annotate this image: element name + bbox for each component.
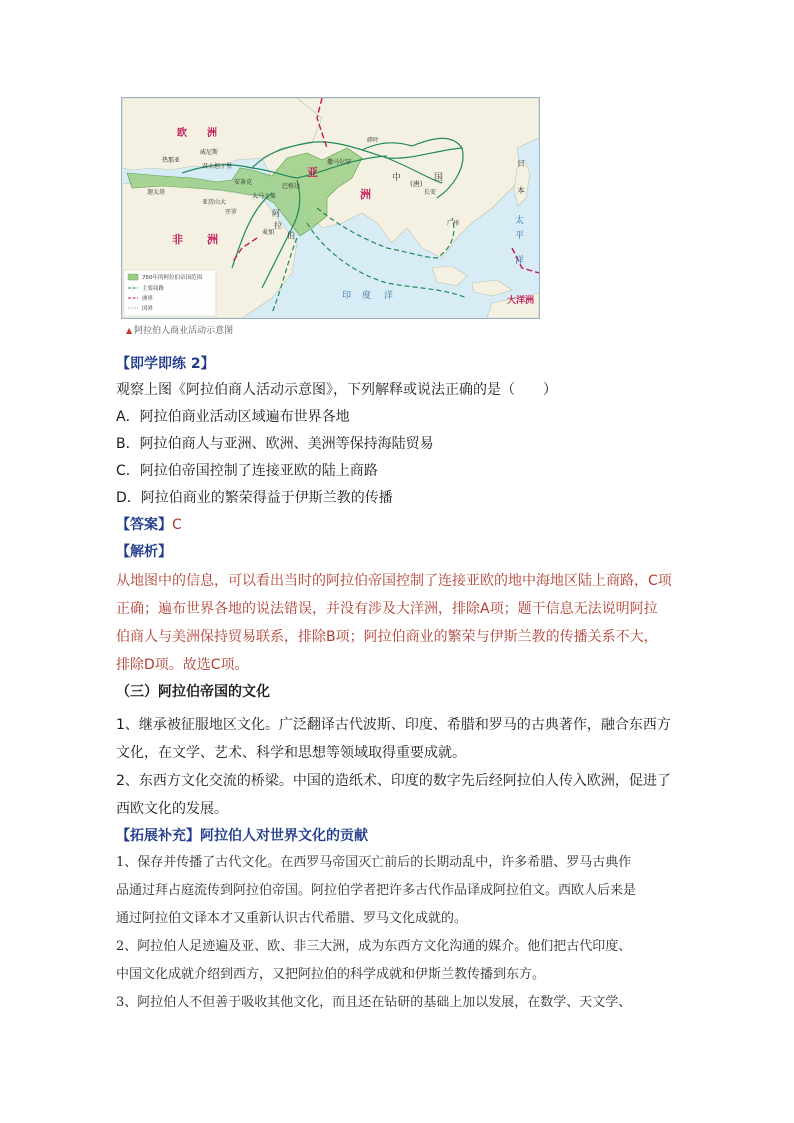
label-europe-b: 洲 xyxy=(207,128,217,139)
label-china: 中 xyxy=(392,173,402,183)
label-alexandria: 亚历山大 xyxy=(202,199,227,206)
exercise-question: 观察上图《阿拉伯商人活动示意图》，下列解释或说法正确的是（ ） xyxy=(116,382,557,398)
label-changan: 长安 xyxy=(424,189,437,196)
supplement-title: 【拓展补充】阿拉伯人对世界文化的贡献 xyxy=(116,828,368,844)
label-antioch: 安条克 xyxy=(234,179,253,186)
label-arabia-b: 拉 xyxy=(274,221,282,230)
label-damascus: 大马士革 xyxy=(252,193,277,200)
answer-label: 【答案】 xyxy=(116,517,172,533)
analysis-line-3: 伯商人与美洲保持贸易联系，排除B项；阿拉伯商业的繁荣与伊斯兰教的传播关系不大， xyxy=(116,629,658,645)
map-caption-text: 阿拉伯人商业活动示意图 xyxy=(134,326,234,336)
arab-trade-map xyxy=(121,97,540,319)
label-china-b: 国 xyxy=(434,173,444,183)
label-asia: 亚 xyxy=(307,166,318,179)
legend-route: 主要商路 xyxy=(142,286,165,292)
section-para-line-3: 2、东西方文化交流的桥梁。中国的造纸术、印度的数字先后经阿拉伯人传入欧洲，促进了 xyxy=(116,773,671,789)
map-legend xyxy=(124,270,216,316)
supplement-line-6: 3、阿拉伯人不但善于吸收其他文化，而且还在钻研的基础上加以发展，在数学、天文学、 xyxy=(116,995,632,1010)
section-para-line-4: 西欧文化的发展。 xyxy=(116,801,228,817)
label-japan-b: 本 xyxy=(517,186,525,195)
label-samarkand: 撒马尔罕 xyxy=(327,159,352,166)
label-arabia-c: 伯 xyxy=(287,231,295,240)
label-japan: 日 xyxy=(517,159,525,168)
label-indian-c: 洋 xyxy=(384,291,394,301)
label-pacific: 太 xyxy=(515,216,525,226)
supplement-line-5: 中国文化成就介绍到西方，又把阿拉伯的科学成就和伊斯兰教传播到东方。 xyxy=(116,967,546,982)
label-guangzhou: 广州 xyxy=(447,220,460,227)
answer-line xyxy=(116,515,686,535)
label-europe: 欧 xyxy=(177,128,209,139)
answer-value: C xyxy=(172,517,182,533)
analysis-line-4: 排除D项。故选C项。 xyxy=(116,657,249,673)
label-africa-b: 洲 xyxy=(207,233,218,246)
exercise-title: 【即学即练 2】 xyxy=(116,356,215,372)
section-title: （三）阿拉伯帝国的文化 xyxy=(116,684,270,700)
label-suiye: 碎叶 xyxy=(367,137,380,144)
option-d: D．阿拉伯商业的繁荣得益于伊斯兰教的传播 xyxy=(116,490,393,506)
label-africa: 非 xyxy=(172,233,183,246)
label-genoa: 热那亚 xyxy=(162,157,181,164)
label-cairo: 开罗 xyxy=(225,209,238,216)
label-indian: 印 xyxy=(342,291,352,301)
map-caption xyxy=(126,323,233,336)
option-c: C．阿拉伯帝国控制了连接亚欧的陆上商路 xyxy=(116,463,378,479)
map-svg xyxy=(122,98,539,318)
supplement-line-4: 2、阿拉伯人足迹遍及亚、欧、非三大洲，成为东西方文化沟通的媒介。他们把古代印度、 xyxy=(116,939,632,954)
analysis-line-2: 正确；遍布世界各地的说法错误，并没有涉及大洋洲，排除A项；题干信息无法说明阿拉 xyxy=(116,601,658,617)
option-a: A．阿拉伯商业活动区域遍布世界各地 xyxy=(116,409,350,425)
label-venice: 威尼斯 xyxy=(200,149,219,156)
label-baghdad: 巴格达 xyxy=(282,183,301,190)
legend-country-border: 国界 xyxy=(142,306,154,312)
label-carthage: 迦太基 xyxy=(147,189,166,196)
label-mecca: 麦加 xyxy=(262,229,275,236)
label-oceania: 大洋洲 xyxy=(507,296,535,306)
legend-empire: 750年的阿拉伯帝国范围 xyxy=(142,275,202,281)
option-b: B．阿拉伯商人与亚洲、欧洲、美洲等保持海陆贸易 xyxy=(116,436,434,452)
label-tang: (唐) xyxy=(410,180,423,188)
label-arabia: 阿 xyxy=(272,209,280,218)
label-constantinople: 君士坦丁堡 xyxy=(202,163,233,170)
label-indian-b: 度 xyxy=(362,291,372,301)
supplement-line-1: 1、保存并传播了古代文化。在西罗马帝国灭亡前后的长期动乱中，许多希腊、罗马古典作 xyxy=(116,855,632,870)
label-pacific-b: 平 xyxy=(515,231,525,241)
analysis-label: 【解析】 xyxy=(116,544,172,560)
section-para-line-1: 1、继承被征服地区文化。广泛翻译古代波斯、印度、希腊和罗马的古典著作，融合东西方 xyxy=(116,717,671,733)
seasia-islands xyxy=(432,266,512,296)
triangle-icon: ▲ xyxy=(126,326,133,335)
analysis-line-1: 从地图中的信息，可以看出当时的阿拉伯帝国控制了连接亚欧的地中海地区陆上商路，C项 xyxy=(116,573,672,589)
section-para-line-2: 文化，在文学、艺术、科学和思想等领域取得重要成就。 xyxy=(116,745,466,761)
supplement-line-3: 通过阿拉伯文译本才又重新认识古代希腊、罗马文化成就的。 xyxy=(116,911,468,926)
label-asia-b: 洲 xyxy=(360,188,371,201)
supplement-line-2: 品通过拜占庭流传到阿拉伯帝国。阿拉伯学者把许多古代作品译成阿拉伯文。西欧人后来是 xyxy=(116,883,637,898)
label-pacific-c: 洋 xyxy=(515,256,525,266)
legend-continent-border: 洲界 xyxy=(142,296,154,302)
